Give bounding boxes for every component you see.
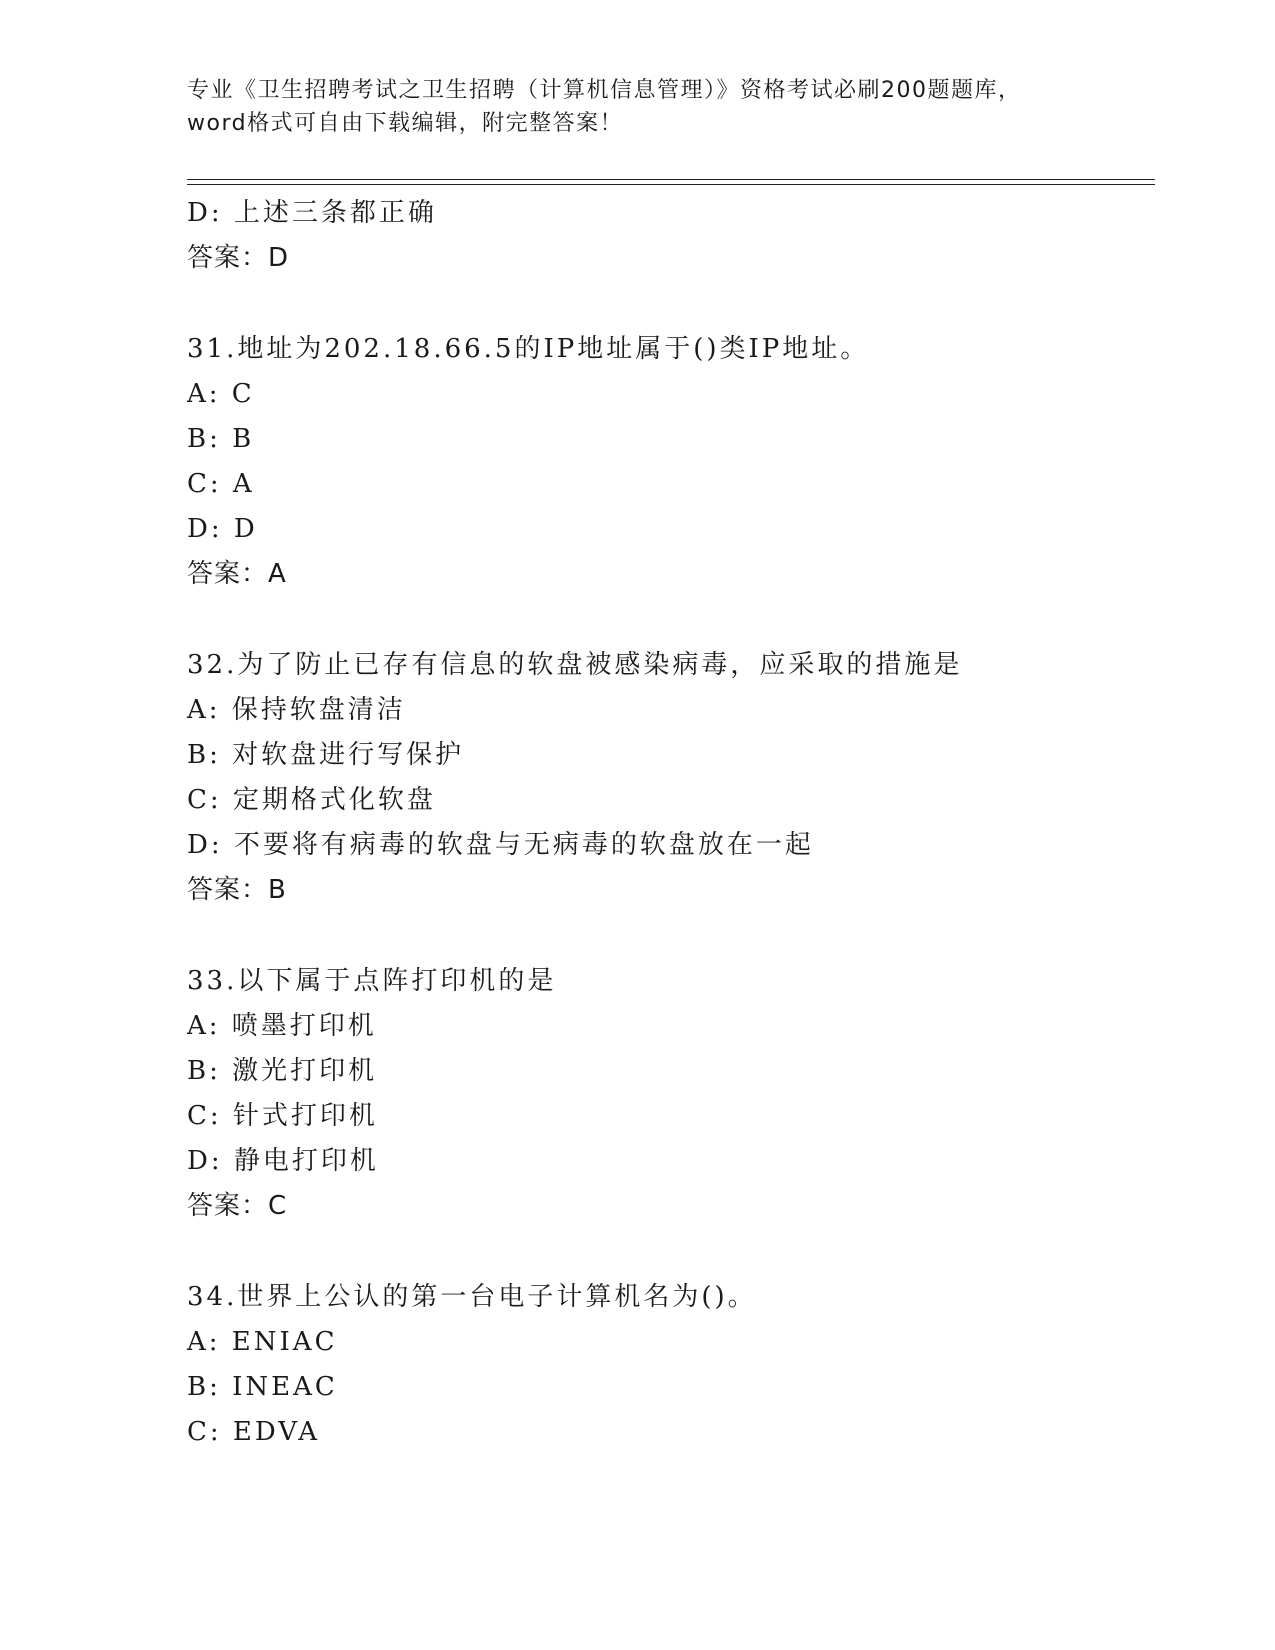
option-text: C: A xyxy=(187,469,255,499)
document-header xyxy=(187,74,1087,140)
answer-text: 答案：D xyxy=(187,243,290,273)
block-spacer xyxy=(187,597,1147,643)
header-divider-bottom xyxy=(187,184,1155,185)
option-text: B: 激光打印机 xyxy=(187,1056,378,1086)
question-text: 33.以下属于点阵打印机的是 xyxy=(187,966,557,996)
option-text: C: EDVA xyxy=(187,1417,321,1447)
option-text: A: ENIAC xyxy=(187,1327,338,1357)
option-text: A: 保持软盘清洁 xyxy=(187,695,406,725)
option-text: B: INEAC xyxy=(187,1372,338,1402)
header-divider-top xyxy=(187,179,1155,180)
option-text: D: 静电打印机 xyxy=(187,1146,379,1176)
answer-text: 答案：B xyxy=(187,875,287,905)
question-text: 31.地址为202.18.66.5的IP地址属于()类IP地址。 xyxy=(187,334,870,364)
header-title-line-2: word格式可自由下载编辑，附完整答案！ xyxy=(187,111,624,136)
header-title-line-1: 专业《卫生招聘考试之卫生招聘（计算机信息管理）》资格考试必刷200题题库， xyxy=(187,78,1022,103)
option-text: D: 上述三条都正确 xyxy=(187,198,437,228)
question-text: 32.为了防止已存有信息的软盘被感染病毒，应采取的措施是 xyxy=(187,650,963,680)
block-spacer xyxy=(187,1229,1147,1275)
block-spacer xyxy=(187,913,1147,959)
option-text: D: 不要将有病毒的软盘与无病毒的软盘放在一起 xyxy=(187,830,814,860)
answer-text: 答案：A xyxy=(187,559,287,589)
option-text: D: D xyxy=(187,514,258,544)
option-text: B: 对软盘进行写保护 xyxy=(187,740,465,770)
answer-text: 答案：C xyxy=(187,1191,288,1221)
question-text: 34.世界上公认的第一台电子计算机名为()。 xyxy=(187,1282,757,1312)
option-text: A: 喷墨打印机 xyxy=(187,1011,377,1041)
question-list xyxy=(187,191,1147,1455)
option-text: C: 针式打印机 xyxy=(187,1101,378,1131)
option-text: B: B xyxy=(187,424,255,454)
option-text: A: C xyxy=(187,379,255,409)
block-spacer xyxy=(187,281,1147,327)
option-text: C: 定期格式化软盘 xyxy=(187,785,436,815)
